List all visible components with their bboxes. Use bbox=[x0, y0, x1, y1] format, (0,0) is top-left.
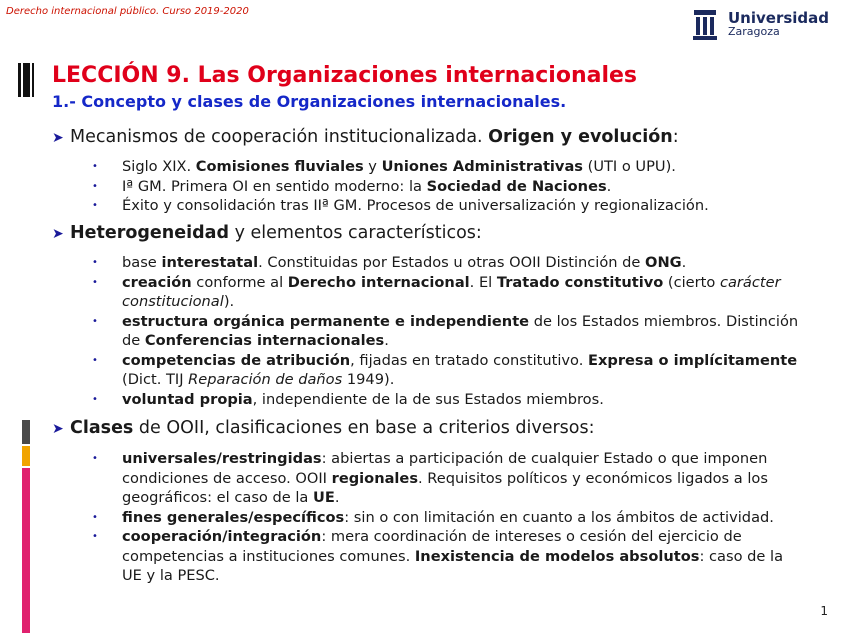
bullet-dot-icon: • bbox=[92, 511, 98, 523]
bold-text: Heterogeneidad bbox=[70, 223, 229, 243]
section-1-list bbox=[92, 157, 709, 216]
bullet-dot-icon: • bbox=[92, 453, 98, 464]
text-run: conforme al bbox=[191, 273, 288, 291]
text-run: : caso de la UE y la PESC. bbox=[122, 547, 784, 584]
list-item bbox=[92, 157, 709, 177]
color-strip-gray bbox=[22, 420, 30, 444]
bullet-dot-icon: • bbox=[92, 531, 98, 542]
list-item bbox=[92, 177, 709, 197]
bullet-dot-icon: • bbox=[92, 276, 98, 288]
university-crest-icon bbox=[690, 8, 720, 44]
text-run: Mecanismos de cooperación institucionalizada. bbox=[70, 127, 489, 147]
bold-text: ONG bbox=[645, 254, 682, 271]
bold-text: cooperación/integración bbox=[122, 528, 322, 545]
section-3-list bbox=[92, 449, 792, 586]
text-run: Iª GM. Primera OI en sentido moderno: la bbox=[122, 177, 427, 195]
bold-text: creación bbox=[122, 273, 192, 291]
list-item bbox=[92, 253, 807, 273]
text-run: y bbox=[363, 158, 382, 175]
text-run: . Constituidas por Estados u otras OOII Distinción de bbox=[258, 254, 646, 271]
logo-line1: Universidad bbox=[728, 9, 830, 27]
bold-text: interestatal bbox=[161, 254, 259, 271]
bold-text: Uniones Administrativas bbox=[381, 158, 583, 175]
section-3-heading bbox=[52, 418, 595, 438]
text-run: . Requisitos políticos y económicos ligados a los geográficos: el caso de la bbox=[122, 469, 768, 506]
section-2-list bbox=[92, 253, 807, 409]
bold-text: voluntad propia bbox=[122, 390, 253, 408]
list-item bbox=[92, 527, 792, 586]
list-item bbox=[92, 312, 807, 351]
text-run: ). bbox=[223, 293, 235, 310]
bold-text: Sociedad de Naciones bbox=[426, 177, 607, 195]
bullet-dot-icon: • bbox=[92, 257, 98, 268]
list-item bbox=[92, 449, 792, 508]
bold-text: Clases bbox=[70, 418, 134, 438]
section-lead bbox=[70, 223, 482, 243]
text-run: (Dict. TIJ bbox=[122, 371, 189, 388]
list-item bbox=[92, 196, 709, 216]
text-run: . bbox=[681, 254, 687, 271]
logo-line2: Zaragoza bbox=[728, 25, 780, 38]
text-run: carácter constitucional bbox=[122, 273, 781, 310]
bold-text: Derecho internacional bbox=[287, 273, 470, 291]
text-run: base bbox=[122, 254, 162, 271]
bold-text: Origen y evolución bbox=[488, 127, 673, 147]
text-run: : abiertas a participación de cualquier Estado o que imponen condiciones de acceso. OOII bbox=[122, 450, 768, 487]
bold-text: estructura orgánica permanente e independiente bbox=[122, 312, 530, 330]
text-run: 1949). bbox=[342, 371, 395, 388]
section-lead bbox=[70, 127, 679, 147]
section-2-heading bbox=[52, 223, 482, 243]
text-run: y elementos característicos: bbox=[229, 223, 482, 243]
section-lead bbox=[70, 418, 595, 438]
bullet-dot-icon: • bbox=[92, 354, 98, 366]
text-run: . El bbox=[469, 273, 497, 291]
text-run: de OOII, clasificaciones en base a criterios diversos: bbox=[133, 418, 595, 438]
bold-text: universales/restringidas bbox=[122, 450, 322, 467]
arrow-bullet-icon: ➤ bbox=[52, 130, 64, 146]
section-1-heading bbox=[52, 127, 679, 147]
page-subtitle: 1.- Concepto y clases de Organizaciones internacionales. bbox=[52, 92, 567, 111]
color-strip-pink bbox=[22, 468, 30, 633]
bold-text: Tratado constitutivo bbox=[496, 273, 664, 291]
text-run: : mera coordinación de intereses o cesión del ejercicio de competencias a instituciones comunes. bbox=[122, 528, 742, 565]
bullet-dot-icon: • bbox=[92, 180, 98, 192]
arrow-bullet-icon: ➤ bbox=[52, 226, 64, 242]
list-item bbox=[92, 508, 792, 528]
text-run: . bbox=[384, 332, 389, 349]
text-run: : bbox=[672, 127, 679, 147]
text-run: (cierto bbox=[663, 273, 720, 291]
text-run: . bbox=[334, 489, 340, 506]
bold-text: Inexistencia de modelos absolutos bbox=[414, 547, 700, 565]
text-run: , fijadas en tratado constitutivo. bbox=[350, 351, 588, 369]
bold-text: Expresa o implícitamente bbox=[588, 351, 798, 369]
color-strip-yellow bbox=[22, 446, 30, 466]
text-run: , independiente de la de sus Estados miembros. bbox=[252, 390, 604, 408]
text-run: : sin o con limitación en cuanto a los ámbitos de actividad. bbox=[344, 508, 774, 526]
text-run: . bbox=[606, 177, 612, 195]
course-header: Derecho internacional público. Curso 2019-2020 bbox=[6, 6, 249, 17]
bold-text: Conferencias internacionales bbox=[144, 332, 385, 349]
text-run: Éxito y consolidación tras IIª GM. Procesos de universalización y regionalización. bbox=[122, 197, 709, 214]
bold-text: competencias de atribución bbox=[122, 351, 351, 369]
university-logo bbox=[690, 8, 830, 44]
bold-text: regionales bbox=[331, 469, 419, 487]
page-number: 1 bbox=[820, 604, 828, 618]
text-run: de los Estados miembros. Distinción de bbox=[122, 312, 799, 349]
bold-text: UE bbox=[313, 489, 335, 506]
bold-text: fines generales/específicos bbox=[122, 508, 345, 526]
list-item bbox=[92, 351, 807, 390]
bold-text: Comisiones fluviales bbox=[195, 158, 364, 175]
text-run: Siglo XIX. bbox=[122, 158, 196, 175]
bullet-dot-icon: • bbox=[92, 200, 98, 211]
list-item bbox=[92, 273, 807, 312]
list-item bbox=[92, 390, 807, 410]
bullet-dot-icon: • bbox=[92, 315, 98, 327]
bullet-dot-icon: • bbox=[92, 161, 98, 172]
arrow-bullet-icon: ➤ bbox=[52, 421, 64, 437]
bullet-dot-icon: • bbox=[92, 393, 98, 405]
page-title: LECCIÓN 9. Las Organizaciones internacionales bbox=[52, 63, 638, 88]
text-run: (UTI o UPU). bbox=[582, 158, 676, 175]
text-run: Reparación de daños bbox=[188, 371, 343, 388]
